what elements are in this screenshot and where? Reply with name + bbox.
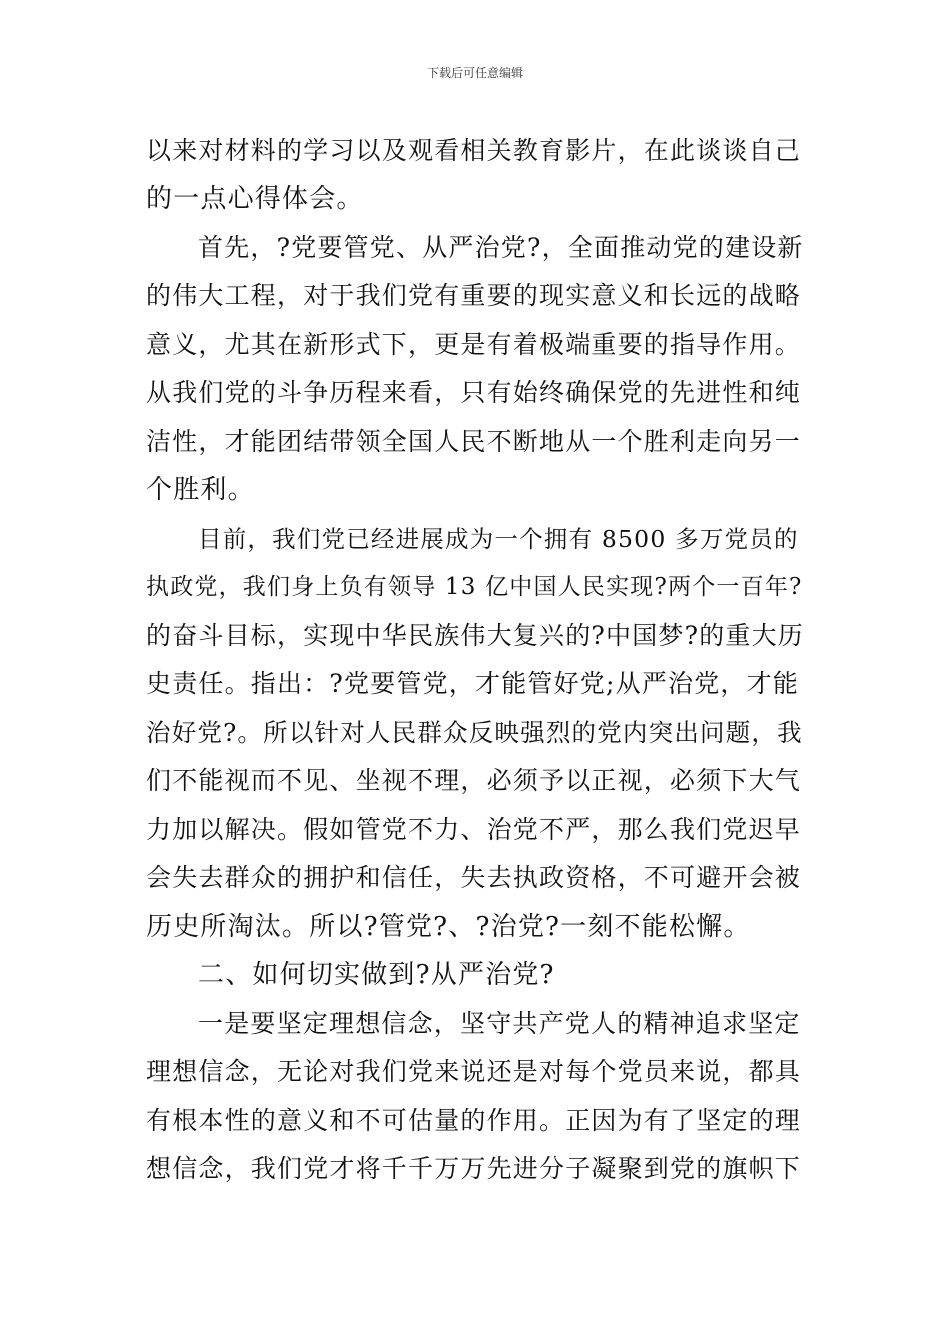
text-line: 以来对材料的学习以及观看相关教育影片，在此谈谈自己 (146, 136, 802, 165)
text-line: 有根本性的意义和不可估量的作用。正因为有了坚定的理 (146, 1106, 802, 1135)
text-line: 的一点心得体会。 (146, 184, 364, 214)
text-line: 从我们党的斗争历程来看，只有始终确保党的先进性和纯 (146, 378, 802, 407)
text-line: 目前，我们党已经进展成为一个拥有 8500 多万党员的 (198, 525, 799, 553)
text-line: 执政党，我们身上负有领导 13 亿中国人民实现?两个一百年? (146, 574, 803, 600)
text-line: 个胜利。 (146, 475, 255, 505)
text-line: 的奋斗目标，实现中华民族伟大复兴的?中国梦?的重大历 (146, 621, 805, 650)
text-line: 首先，?党要管党、从严治党?，全面推动党的建设新 (198, 233, 804, 262)
text-line: 史责任。指出：?党要管党，才能管好党;从严治党，才能 (146, 669, 800, 698)
page-header: 下载后可任意编辑 (426, 66, 523, 80)
text-line: 治好党?。所以针对人民群众反映强烈的党内突出问题，我 (146, 718, 803, 747)
text-line: 历史所淘汰。所以?管党?、?治党?一刻不能松懈。 (146, 912, 751, 942)
text-line: 洁性，才能团结带领全国人民不断地从一个胜利走向另一 (146, 427, 802, 456)
text-line: 力加以解决。假如管党不力、治党不严，那么我们党迟早 (146, 815, 802, 844)
text-line: 们不能视而不见、坐视不理，必须予以正视，必须下大气 (146, 766, 802, 795)
text-line: 的伟大工程，对于我们党有重要的现实意义和长远的战略 (146, 281, 802, 310)
text-line: 一是要坚定理想信念，坚守共产党人的精神追求坚定 (198, 1009, 801, 1038)
text-line: 想信念，我们党才将千千万万先进分子凝聚到党的旗帜下 (146, 1154, 802, 1183)
text-line: 理想信念，无论对我们党来说还是对每个党员来说，都具 (146, 1057, 802, 1086)
text-line: 意义，尤其在新形式下，更是有着极端重要的指导作用。 (146, 330, 802, 359)
text-line: 会失去群众的拥护和信任，失去执政资格，不可避开会被 (146, 863, 802, 892)
section-heading: 二、如何切实做到?从严治党? (198, 960, 555, 990)
